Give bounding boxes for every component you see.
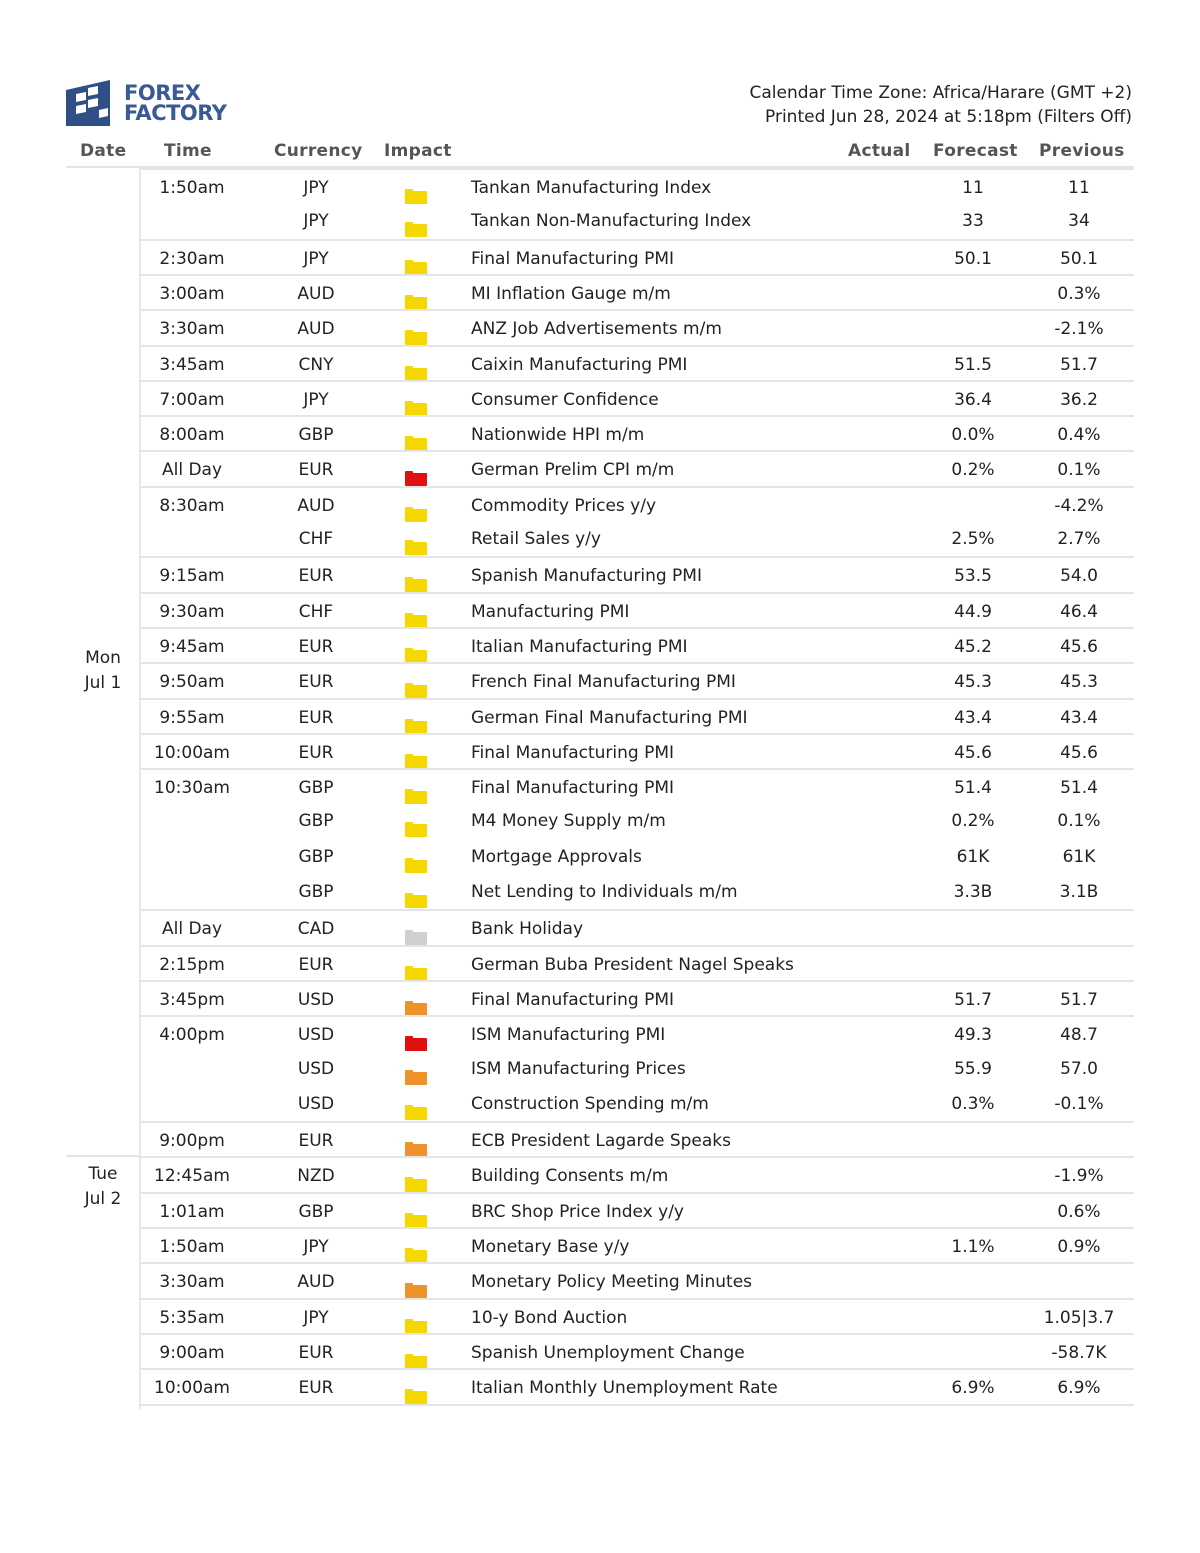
event-forecast: 6.9%	[951, 1378, 995, 1399]
logo-line-2: FACTORY	[124, 101, 227, 125]
impact-low-icon[interactable]	[405, 287, 427, 302]
event-currency: AUD	[297, 495, 335, 516]
event-row[interactable]	[140, 698, 1134, 735]
event-forecast: 49.3	[954, 1025, 992, 1046]
event-row[interactable]	[140, 274, 1134, 311]
event-time: 9:15am	[159, 566, 225, 587]
header-date: Date	[80, 141, 127, 161]
event-currency: EUR	[298, 1131, 334, 1152]
event-row[interactable]	[140, 803, 1134, 838]
event-forecast: 11	[962, 178, 984, 198]
folder-icon	[405, 436, 427, 451]
event-currency: EUR	[298, 742, 334, 763]
event-previous: 45.6	[1060, 742, 1098, 763]
event-previous: -2.1%	[1054, 319, 1104, 340]
event-row[interactable]	[140, 1368, 1134, 1405]
event-title: 10-y Bond Auction	[471, 1307, 628, 1328]
event-time: 8:30am	[159, 495, 225, 516]
folder-icon	[405, 683, 427, 698]
day-date: Jul 2	[84, 1189, 122, 1209]
event-row[interactable]	[140, 909, 1134, 946]
event-forecast: 53.5	[954, 566, 992, 587]
event-row[interactable]	[140, 1086, 1134, 1121]
event-title: ECB President Lagarde Speaks	[471, 1131, 731, 1152]
folder-icon	[405, 1001, 427, 1016]
impact-medium-icon[interactable]	[405, 1134, 427, 1149]
event-title: French Final Manufacturing PMI	[471, 672, 736, 693]
event-title: Tankan Non-Manufacturing Index	[471, 211, 752, 232]
event-title: BRC Shop Price Index y/y	[471, 1201, 684, 1222]
event-time: All Day	[161, 919, 223, 940]
impact-low-icon[interactable]	[405, 1346, 427, 1361]
event-title: German Final Manufacturing PMI	[471, 707, 748, 728]
event-forecast: 43.4	[954, 707, 992, 728]
folder-icon	[405, 401, 427, 416]
event-time: 3:00am	[159, 283, 225, 304]
event-row[interactable]	[140, 839, 1134, 874]
event-previous: 57.0	[1060, 1058, 1098, 1079]
event-currency: GBP	[298, 882, 334, 902]
event-previous: 45.6	[1060, 636, 1098, 657]
impact-medium-icon[interactable]	[405, 1275, 427, 1290]
folder-icon	[405, 366, 427, 381]
event-row[interactable]	[140, 521, 1134, 556]
printed-label: Printed Jun 28, 2024 at 5:18pm (Filters Off)	[765, 107, 1132, 127]
event-currency: USD	[297, 1093, 335, 1114]
event-time: 2:30am	[159, 248, 225, 269]
event-row[interactable]	[140, 168, 1134, 205]
event-forecast: 51.5	[954, 354, 992, 375]
impact-low-icon[interactable]	[405, 781, 427, 796]
event-forecast: 1.1%	[951, 1237, 995, 1257]
event-forecast: 50.1	[954, 248, 992, 269]
folder-icon	[405, 754, 427, 769]
event-row[interactable]	[140, 1192, 1134, 1229]
impact-low-icon[interactable]	[405, 675, 427, 690]
event-previous: 51.7	[1060, 354, 1098, 375]
event-previous: 3.1B	[1059, 882, 1099, 902]
event-title: Monetary Base y/y	[471, 1237, 630, 1257]
event-previous: 48.7	[1060, 1025, 1098, 1046]
event-row[interactable]	[140, 1333, 1134, 1370]
event-previous: 6.9%	[1057, 1378, 1101, 1399]
event-forecast: 0.3%	[951, 1093, 995, 1114]
event-forecast: 36.4	[954, 389, 992, 410]
event-title: Bank Holiday	[471, 919, 584, 940]
folder-icon	[405, 577, 427, 592]
impact-low-icon[interactable]	[405, 569, 427, 584]
forex-factory-logo-icon	[66, 80, 122, 126]
impact-low-icon[interactable]	[405, 499, 427, 514]
event-title: Retail Sales y/y	[471, 529, 601, 549]
event-title: ISM Manufacturing Prices	[471, 1058, 686, 1079]
event-previous: -58.7K	[1051, 1342, 1107, 1363]
event-row[interactable]	[140, 1298, 1134, 1335]
event-currency: JPY	[303, 248, 329, 269]
event-previous: 61K	[1062, 846, 1096, 867]
event-row[interactable]	[140, 450, 1134, 487]
event-forecast: 0.2%	[951, 460, 995, 481]
folder-icon	[405, 1105, 427, 1120]
event-title: German Prelim CPI m/m	[471, 460, 675, 481]
event-title: Caixin Manufacturing PMI	[471, 354, 688, 375]
event-row[interactable]	[140, 415, 1134, 452]
event-currency: EUR	[298, 672, 334, 693]
event-title: Building Consents m/m	[471, 1166, 669, 1187]
event-currency: AUD	[297, 319, 335, 340]
event-currency: NZD	[297, 1166, 335, 1187]
impact-high-icon[interactable]	[405, 1028, 427, 1043]
event-title: Final Manufacturing PMI	[471, 778, 675, 799]
event-previous: -0.1%	[1054, 1093, 1104, 1114]
event-row[interactable]	[140, 1051, 1134, 1086]
event-currency: GBP	[298, 1201, 334, 1222]
folder-icon	[405, 1177, 427, 1192]
event-row[interactable]	[140, 556, 1134, 593]
event-forecast: 44.9	[954, 601, 992, 622]
event-previous: 54.0	[1060, 566, 1098, 587]
impact-low-icon[interactable]	[405, 1169, 427, 1184]
impact-low-icon[interactable]	[405, 428, 427, 443]
folder-icon	[405, 893, 427, 908]
date-label-mon	[66, 646, 140, 696]
event-forecast: 33	[962, 211, 984, 232]
event-previous: 2.7%	[1057, 529, 1101, 549]
folder-icon	[405, 822, 427, 837]
event-currency: AUD	[297, 283, 335, 304]
header-impact: Impact	[384, 141, 452, 161]
header-previous: Previous	[1039, 141, 1125, 161]
event-currency: JPY	[303, 1237, 329, 1257]
event-time: 3:45am	[159, 354, 225, 375]
impact-low-icon[interactable]	[405, 1240, 427, 1255]
event-currency: EUR	[298, 707, 334, 728]
event-row[interactable]	[140, 592, 1134, 629]
impact-low-icon[interactable]	[405, 1311, 427, 1326]
event-previous: 46.4	[1060, 601, 1098, 622]
event-title: Spanish Unemployment Change	[471, 1342, 745, 1363]
event-forecast: 45.3	[954, 672, 992, 693]
event-previous: -1.9%	[1054, 1166, 1104, 1187]
impact-low-icon[interactable]	[405, 181, 427, 196]
event-row[interactable]	[140, 874, 1134, 909]
folder-icon	[405, 507, 427, 522]
event-title: German Buba President Nagel Speaks	[471, 954, 794, 975]
event-previous: 0.9%	[1057, 1237, 1101, 1257]
impact-low-icon[interactable]	[405, 532, 427, 547]
event-title: Nationwide HPI m/m	[471, 425, 645, 446]
event-previous: 0.1%	[1057, 811, 1101, 832]
weekday: Mon	[85, 648, 121, 668]
event-previous: 1.05|3.7	[1043, 1307, 1115, 1328]
event-forecast: 51.4	[954, 778, 992, 799]
folder-icon	[405, 858, 427, 873]
event-currency: JPY	[303, 178, 329, 198]
logo-wordmark	[124, 83, 227, 123]
folder-icon	[405, 222, 427, 237]
folder-icon	[405, 1389, 427, 1404]
event-currency: CAD	[297, 919, 335, 940]
event-currency: CHF	[298, 601, 334, 622]
day-divider	[66, 1155, 140, 1157]
impact-medium-icon[interactable]	[405, 993, 427, 1008]
event-currency: EUR	[298, 1342, 334, 1363]
impact-low-icon[interactable]	[405, 850, 427, 865]
event-forecast: 2.5%	[951, 529, 995, 549]
event-currency: CNY	[298, 354, 334, 375]
folder-icon	[405, 1036, 427, 1051]
event-previous: 0.6%	[1057, 1201, 1101, 1222]
header-actual: Actual	[848, 141, 911, 161]
event-row[interactable]	[140, 1262, 1134, 1299]
event-forecast: 45.6	[954, 742, 992, 763]
event-time: 8:00am	[159, 425, 225, 446]
event-currency: EUR	[298, 954, 334, 975]
event-previous: 51.7	[1060, 989, 1098, 1010]
folder-icon	[405, 648, 427, 663]
event-currency: JPY	[303, 211, 329, 232]
event-row[interactable]	[140, 486, 1134, 523]
event-row[interactable]	[140, 627, 1134, 664]
header-forecast: Forecast	[933, 141, 1018, 161]
event-time: All Day	[161, 460, 223, 481]
event-forecast: 45.2	[954, 636, 992, 657]
folder-icon	[405, 1142, 427, 1157]
event-previous: 45.3	[1060, 672, 1098, 693]
event-row[interactable]	[140, 345, 1134, 382]
print-meta	[749, 81, 1132, 129]
event-currency: AUD	[297, 1272, 335, 1293]
event-currency: EUR	[298, 566, 334, 587]
event-time: 1:50am	[159, 178, 225, 198]
impact-low-icon[interactable]	[405, 885, 427, 900]
folder-icon	[405, 1283, 427, 1298]
event-currency: EUR	[298, 636, 334, 657]
folder-icon	[405, 260, 427, 275]
folder-icon	[405, 789, 427, 804]
event-currency: GBP	[298, 425, 334, 446]
event-title: Italian Manufacturing PMI	[471, 636, 688, 657]
event-row[interactable]	[140, 1015, 1134, 1052]
event-row[interactable]	[140, 980, 1134, 1017]
impact-low-icon[interactable]	[405, 640, 427, 655]
event-title: Italian Monthly Unemployment Rate	[471, 1378, 778, 1399]
event-title: Spanish Manufacturing PMI	[471, 566, 702, 587]
event-previous: 34	[1068, 211, 1090, 232]
folder-icon	[405, 930, 427, 945]
event-currency: USD	[297, 1025, 335, 1046]
event-previous: 43.4	[1060, 707, 1098, 728]
folder-icon	[405, 613, 427, 628]
event-previous: 36.2	[1060, 389, 1098, 410]
event-time: 9:50am	[159, 672, 225, 693]
event-title: M4 Money Supply m/m	[471, 811, 666, 832]
event-row[interactable]	[140, 203, 1134, 238]
impact-low-icon[interactable]	[405, 711, 427, 726]
event-previous: -4.2%	[1054, 495, 1104, 516]
timezone-label: Calendar Time Zone: Africa/Harare (GMT +2)	[749, 83, 1132, 103]
event-title: ANZ Job Advertisements m/m	[471, 319, 722, 340]
day-date: Jul 1	[84, 673, 122, 693]
impact-low-icon[interactable]	[405, 358, 427, 373]
impact-holiday-icon[interactable]	[405, 922, 427, 937]
event-time: 9:55am	[159, 707, 225, 728]
event-title: Mortgage Approvals	[471, 846, 642, 867]
impact-low-icon[interactable]	[405, 393, 427, 408]
folder-icon	[405, 189, 427, 204]
event-forecast: 3.3B	[953, 882, 993, 902]
event-currency: USD	[297, 1058, 335, 1079]
event-title: ISM Manufacturing PMI	[471, 1025, 666, 1046]
event-previous: 11	[1068, 178, 1090, 198]
event-time: 3:30am	[159, 1272, 225, 1293]
date-label-tue	[66, 1162, 140, 1212]
event-row[interactable]	[140, 309, 1134, 346]
event-time: 1:50am	[159, 1237, 225, 1257]
impact-low-icon[interactable]	[405, 605, 427, 620]
folder-icon	[405, 1213, 427, 1228]
folder-icon	[405, 966, 427, 981]
event-forecast: 61K	[956, 846, 990, 867]
event-currency: CHF	[298, 529, 334, 549]
table-bottom-border	[140, 1404, 1134, 1406]
event-row[interactable]	[140, 733, 1134, 770]
event-time: 4:00pm	[159, 1025, 225, 1046]
event-currency: USD	[297, 989, 335, 1010]
impact-low-icon[interactable]	[405, 322, 427, 337]
forex-factory-logo	[66, 80, 227, 128]
event-forecast: 0.0%	[951, 425, 995, 446]
header-currency: Currency	[274, 141, 363, 161]
event-time: 9:30am	[159, 601, 225, 622]
event-currency: GBP	[298, 846, 334, 867]
event-title: Final Manufacturing PMI	[471, 989, 675, 1010]
event-title: Consumer Confidence	[471, 389, 659, 410]
event-time: 10:00am	[154, 742, 230, 763]
impact-low-icon[interactable]	[405, 746, 427, 761]
event-title: Net Lending to Individuals m/m	[471, 882, 738, 902]
event-title: Manufacturing PMI	[471, 601, 630, 622]
impact-low-icon[interactable]	[405, 214, 427, 229]
folder-icon	[405, 1354, 427, 1369]
folder-icon	[405, 295, 427, 310]
event-title: Final Manufacturing PMI	[471, 742, 675, 763]
event-currency: EUR	[298, 1378, 334, 1399]
impact-low-icon[interactable]	[405, 1381, 427, 1396]
header-time: Time	[164, 141, 212, 161]
impact-low-icon[interactable]	[405, 814, 427, 829]
impact-low-icon[interactable]	[405, 252, 427, 267]
impact-low-icon[interactable]	[405, 1097, 427, 1112]
folder-icon	[405, 330, 427, 345]
event-currency: GBP	[298, 811, 334, 832]
event-title: MI Inflation Gauge m/m	[471, 283, 671, 304]
event-row[interactable]	[140, 1121, 1134, 1158]
event-time: 9:45am	[159, 636, 225, 657]
event-row[interactable]	[140, 1156, 1134, 1193]
event-row[interactable]	[140, 945, 1134, 982]
logo-line-1: FOREX	[124, 81, 201, 105]
event-title: Final Manufacturing PMI	[471, 248, 675, 269]
event-time: 3:30am	[159, 319, 225, 340]
event-time: 2:15pm	[159, 954, 225, 975]
event-time: 9:00am	[159, 1342, 225, 1363]
event-currency: JPY	[303, 389, 329, 410]
event-row[interactable]	[140, 380, 1134, 417]
event-time: 5:35am	[159, 1307, 225, 1328]
impact-low-icon[interactable]	[405, 1205, 427, 1220]
event-time: 12:45am	[154, 1166, 230, 1187]
event-previous: 0.4%	[1057, 425, 1101, 446]
event-time: 3:45pm	[159, 989, 225, 1010]
event-forecast: 55.9	[954, 1058, 992, 1079]
event-previous: 0.3%	[1057, 283, 1101, 304]
event-previous: 51.4	[1060, 778, 1098, 799]
event-previous: 50.1	[1060, 248, 1098, 269]
event-forecast: 51.7	[954, 989, 992, 1010]
event-row[interactable]	[140, 1227, 1134, 1264]
event-title: Construction Spending m/m	[471, 1093, 709, 1114]
impact-low-icon[interactable]	[405, 958, 427, 973]
folder-icon	[405, 1248, 427, 1263]
event-time: 10:30am	[154, 778, 230, 799]
folder-icon	[405, 719, 427, 734]
event-row[interactable]	[140, 239, 1134, 276]
event-time: 7:00am	[159, 389, 225, 410]
folder-icon	[405, 540, 427, 555]
event-title: Commodity Prices y/y	[471, 495, 657, 516]
event-time: 9:00pm	[159, 1131, 225, 1152]
folder-icon	[405, 471, 427, 486]
impact-medium-icon[interactable]	[405, 1062, 427, 1077]
event-row[interactable]	[140, 768, 1134, 805]
event-forecast: 0.2%	[951, 811, 995, 832]
event-previous: 0.1%	[1057, 460, 1101, 481]
impact-high-icon[interactable]	[405, 463, 427, 478]
event-time: 10:00am	[154, 1378, 230, 1399]
event-currency: EUR	[298, 460, 334, 481]
event-time: 1:01am	[159, 1201, 225, 1222]
event-row[interactable]	[140, 662, 1134, 699]
event-title: Monetary Policy Meeting Minutes	[471, 1272, 753, 1293]
weekday: Tue	[88, 1164, 118, 1184]
event-currency: JPY	[303, 1307, 329, 1328]
event-currency: GBP	[298, 778, 334, 799]
folder-icon	[405, 1070, 427, 1085]
event-title: Tankan Manufacturing Index	[471, 178, 712, 198]
folder-icon	[405, 1319, 427, 1334]
